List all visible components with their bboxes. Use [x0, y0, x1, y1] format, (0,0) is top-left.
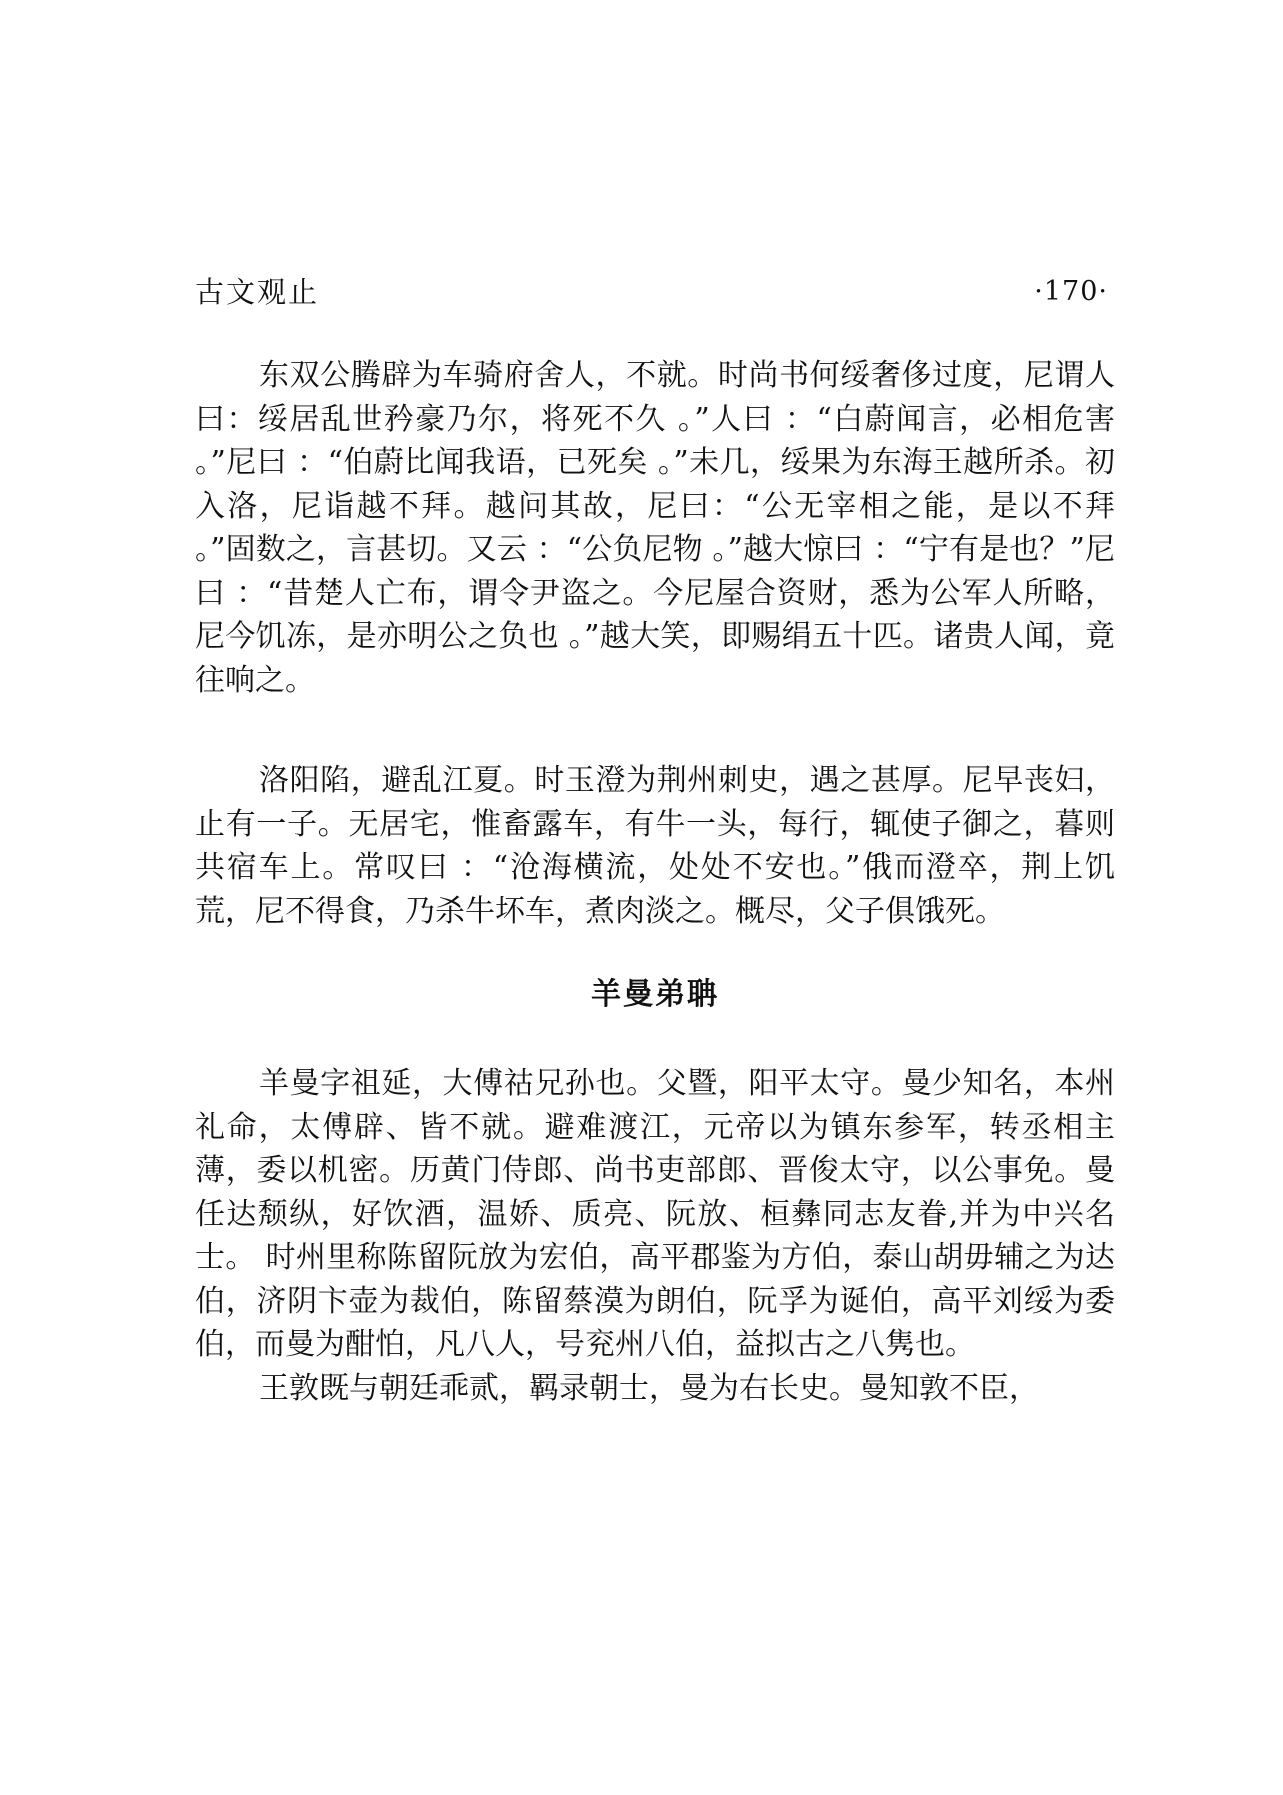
paragraph: 洛阳陷，避乱江夏。时玉澄为荆州刺史，遇之甚厚。尼早丧妇，止有一子。无居宅，惟畜露车，有牛一头，每行，辄使子御之，暮则共宿车上。常叹曰 ：“沧海横流，处处不安也。”俄而澄卒，荆上饥荒，尼不得食，乃杀牛坏车，煮肉淡之。概尽，父子俱饿死。	[195, 763, 1115, 929]
page-body	[195, 354, 1115, 1410]
page-header	[195, 272, 1108, 312]
page-number: ·170·	[1034, 276, 1108, 307]
section-title: 羊曼弟聃	[591, 977, 719, 1012]
paragraph: 东双公腾辟为车骑府舍人，不就。时尚书何绥奢侈过度，尼谓人曰：绥居乱世矜豪乃尔，将死不久 。”人曰 ：“白蔚闻言，必相危害 。”尼曰 ：“伯蔚比闻我语，已死矣 。”未几，绥果为东海王越所杀。初入洛，尼诣越不拜。越问其故，尼曰：“公无宰相之能，是以不拜 。”固数之，言甚切。又云 ：“公负尼物 。”越大惊曰 ：“宁有是也？”尼曰 ：“昔楚人亡布，谓令尹盗之。今尼屋合资财，悉为公军人所略，尼今饥冻，是亦明公之负也 。”越大笑，即赐绢五十匹。诸贵人闻，竟往响之。	[195, 358, 1115, 698]
paragraph: 羊曼字祖延，大傅祜兄孙也。父暨，阳平太守。曼少知名，本州礼命，太傅辟、皆不就。避难渡江，元帝以为镇东参军，转丞相主薄，委以机密。历黄门侍郎、尚书吏部郎、晋俊太守，以公事免。曼任达颓纵，好饮酒，温娇、质亮、阮放、桓彝同志友眷,并为中兴名士。 时州里称陈留阮放为宏伯，高平郡鉴为方伯，泰山胡毋辅之为达伯，济阴卞壶为裁伯，陈留蔡漠为朗伯，阮孚为诞伯，高平刘绥为委伯，而曼为酣怕，凡八人，号兖州八伯，益拟古之八隽也。	[195, 1066, 1115, 1362]
book-title: 古文观止	[195, 275, 320, 309]
section-gap	[195, 1020, 1115, 1062]
paragraph: 王敦既与朝廷乖贰，羁录朝士，曼为右长史。曼知敦不臣，	[259, 1370, 1039, 1406]
paragraph-gap	[195, 702, 1115, 759]
section-gap	[195, 933, 1115, 970]
